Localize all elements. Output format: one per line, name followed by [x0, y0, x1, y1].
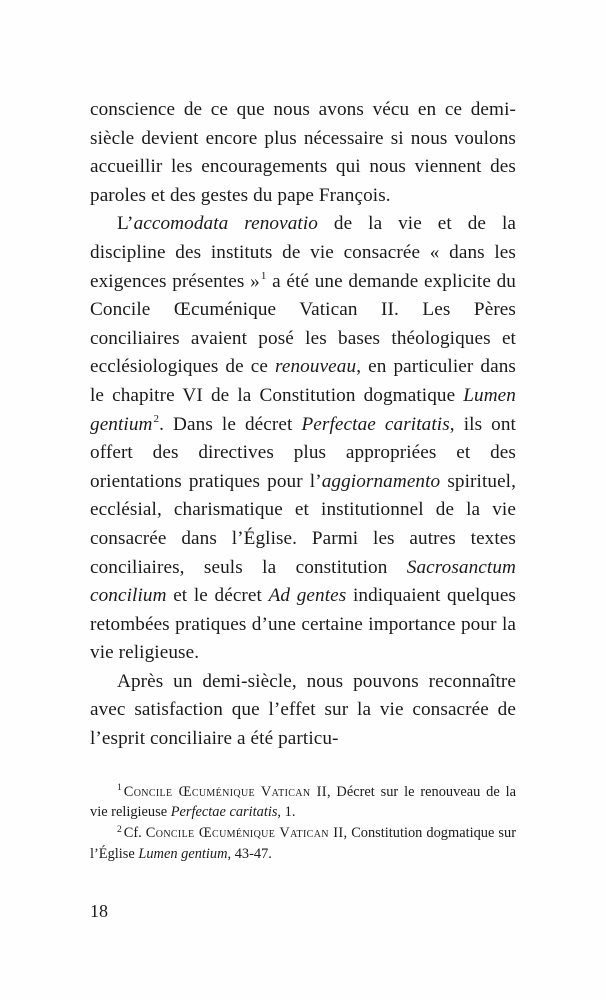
page-number: 18: [90, 901, 108, 921]
footnote-reference[interactable]: 2: [153, 413, 160, 426]
paragraph-3: Après un demi-siècle, nous pouvons reconnaître avec satisfaction que l’effet sur la vie consacrée de l’esprit conciliaire a été particu-: [90, 670, 516, 750]
italic-run: Perfectae caritatis: [301, 413, 450, 435]
italic-run: aggiornamento: [321, 470, 441, 492]
italic-run: accomodata renovatio: [133, 213, 318, 235]
small-caps-run: Concile Œcuménique Vatican II: [145, 825, 344, 842]
small-caps-run: Concile Œcuménique Vatican II: [123, 784, 327, 800]
body-text-column: [90, 96, 516, 754]
italic-run: Sacrosanctum concilium: [90, 556, 516, 607]
footnote-2: $^2$ Cf. Concile Œcuménique Vatican II, Constitution dogmatique sur l’Église Lumen gentium, 43-47.: [90, 824, 516, 862]
footnote-reference[interactable]: 1: [260, 270, 267, 283]
footnote-marker: 2: [117, 824, 122, 835]
footnote-1: $^1$ Concile Œcuménique Vatican II, Décret sur le renouveau de la vie religieuse Perfectae caritatis, 1.: [90, 783, 516, 821]
paragraph-1: conscience de ce que nous avons vécu en ce demi-siècle devient encore plus nécessaire si nous voulons accueillir les encouragements qui nous viennent des paroles et des gestes du pape François.: [90, 99, 516, 206]
footnote-area: [90, 782, 516, 865]
italic-run: Lumen gentium: [138, 845, 228, 862]
italic-run: Lumen gentium: [90, 384, 516, 435]
italic-run: Perfectae caritatis: [170, 804, 278, 821]
italic-run: renouveau: [275, 356, 357, 378]
italic-run: Ad gentes: [268, 585, 347, 607]
footnote-marker: 1: [117, 783, 122, 794]
paragraph-2: L’accomodata renovatio de la vie et de la discipline des instituts de vie consacrée « dans les exigences présentes »$^1$ a été une demande explicite du Concile Œcuménique Vatican II. Les Pères conciliaires avaient posé les bases théologiques et ecclésiologiques de ce renouveau, en particulier dans le chapitre VI de la Constitution dogmatique Lumen gentium$^2$. Dans le décret Perfectae caritatis, ils ont offert des directives plus appropriées et des orientations pratiques pour l’aggiornamento spirituel, ecclésial, charismatique et institutionnel de la vie consacrée dans l’Église. Parmi les autres textes conciliaires, seuls la constitution Sacrosanctum concilium et le décret Ad gentes indiquaient quelques retombées pratiques d’une certaine importance pour la vie religieuse.: [90, 213, 517, 664]
